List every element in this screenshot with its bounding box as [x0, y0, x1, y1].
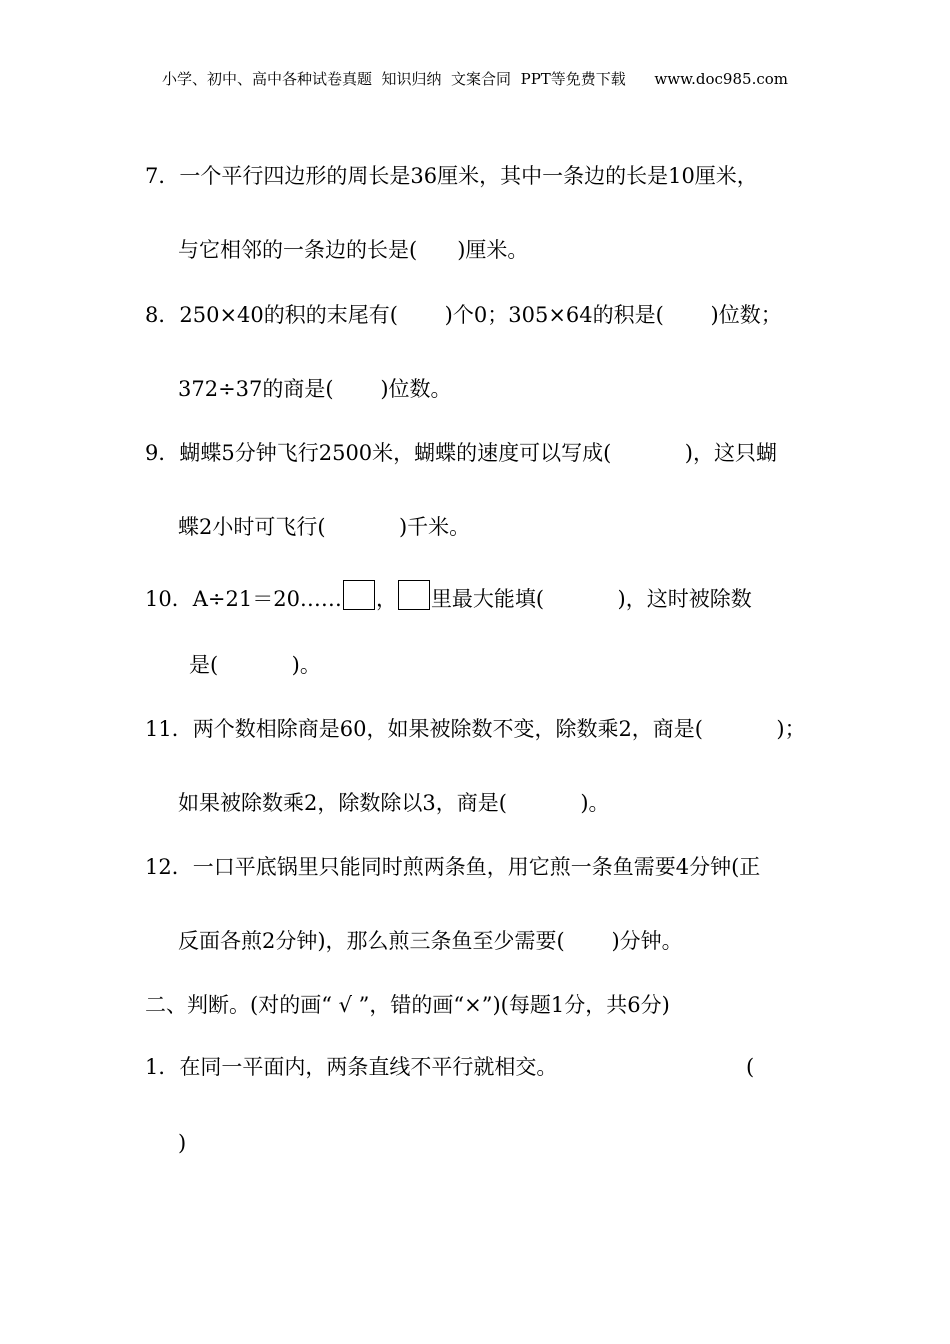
section-2-title: 二、判断。(对的画“ √ ”，错的画“×”)(每题1分，共6分)	[145, 993, 670, 1017]
judgment-1-open-paren: (	[746, 1055, 755, 1079]
question-9-line-1: 9．蝴蝶5分钟飞行2500米，蝴蝶的速度可以写成( )，这只蝴	[145, 441, 777, 465]
page-header: 小学、初中、高中各种试卷真题 知识归纳 文案合同 PPT等免费下载 www.doc985.com	[161, 70, 788, 88]
judgment-1-close-paren: )	[178, 1131, 187, 1155]
question-10-equation: 10．A÷21＝20……	[145, 587, 342, 611]
question-10-comma: ，	[375, 587, 397, 611]
question-9-line-2: 蝶2小时可飞行( )千米。	[178, 515, 471, 539]
question-11-line-1: 11．两个数相除商是60，如果被除数不变，除数乘2，商是( )；	[145, 717, 806, 741]
question-10-prompt: 里最大能填( )，这时被除数	[430, 587, 752, 611]
question-11-line-2: 如果被除数乘2，除数除以3，商是( )。	[178, 791, 610, 815]
question-7-line-1: 7．一个平行四边形的周长是36厘米，其中一条边的长是10厘米，	[145, 164, 758, 188]
question-12-line-1: 12．一口平底锅里只能同时煎两条鱼，用它煎一条鱼需要4分钟(正	[145, 855, 761, 879]
question-7-line-2: 与它相邻的一条边的长是( )厘米。	[178, 238, 529, 262]
question-10-line-1	[145, 580, 752, 610]
remainder-box	[343, 580, 375, 610]
remainder-box-reference	[398, 580, 430, 610]
question-8-line-2: 372÷37的商是( )位数。	[178, 377, 452, 401]
question-8-line-1: 8．250×40的积的末尾有( )个0；305×64的积是( )位数；	[145, 303, 782, 327]
question-12-line-2: 反面各煎2分钟)，那么煎三条鱼至少需要( )分钟。	[178, 929, 683, 953]
question-10-line-2: 是( )。	[189, 653, 321, 677]
judgment-1-text: 1．在同一平面内，两条直线不平行就相交。	[145, 1055, 558, 1079]
